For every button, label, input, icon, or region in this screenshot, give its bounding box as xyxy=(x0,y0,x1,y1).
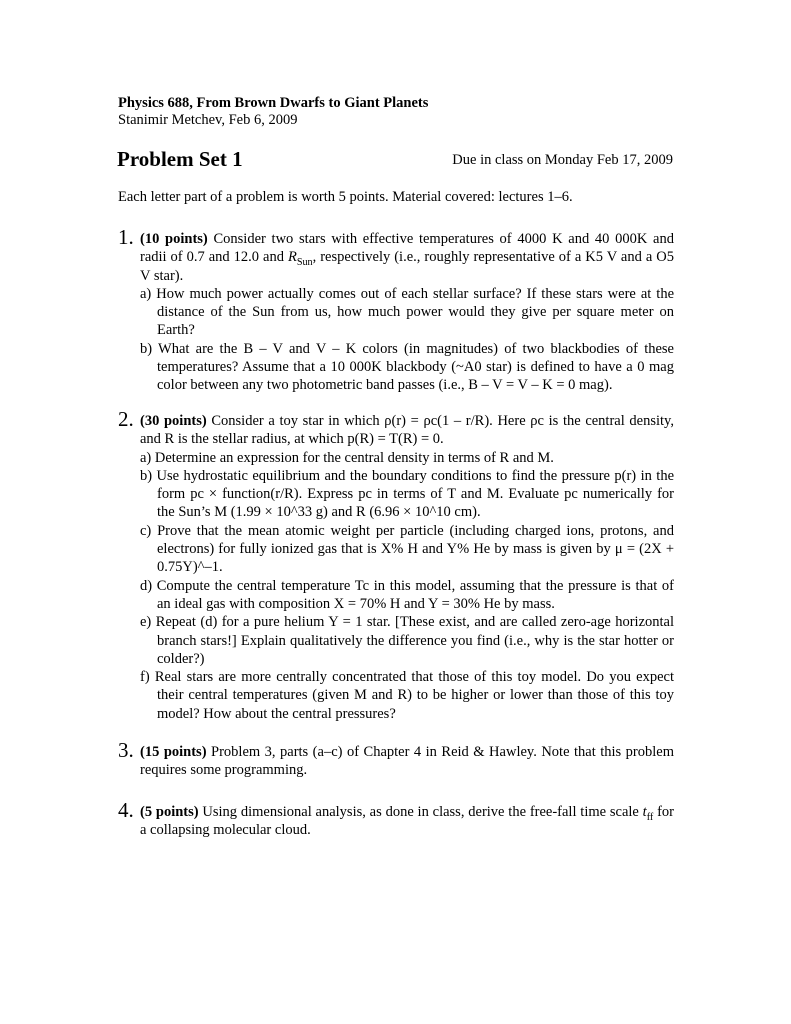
problem-3 xyxy=(118,738,674,780)
problem-part: a) How much power actually comes out of each stellar surface? If these stars were at the distance of the Sun from us, how much power would they give per square meter on Earth? xyxy=(140,285,674,339)
problem-points: (30 points) xyxy=(140,413,207,429)
problem-part: b) Use hydrostatic equilibrium and the boundary conditions to find the pressure p(r) in the form pc × function(r/R). Express pc in terms of T and M. Evaluate pc numerically for the Sun’s M (1.99 × 10^33 g) and R (6.96 × 10^10 cm). xyxy=(140,467,674,521)
statement-symbol: R xyxy=(287,249,297,266)
problem-part: d) Compute the central temperature Tc in this model, assuming that the pressure is that of an ideal gas with composition X = 70% H and Y = 30% He by mass. xyxy=(140,577,674,612)
problem-1 xyxy=(118,225,674,395)
problem-part: a) Determine an expression for the central density in terms of R and M. xyxy=(140,449,554,466)
statement-symbol: t xyxy=(642,804,647,820)
problem-part: c) Prove that the mean atomic weight per particle (including charged ions, protons, and electrons) for fully ionized gas that is X% H and Y% He by mass is given by μ = (2X + 0.75Y)^–1. xyxy=(140,522,674,576)
problem-4 xyxy=(118,798,674,840)
problem-statement xyxy=(140,230,674,285)
statement-text: Problem 3, parts (a–c) of Chapter 4 in Reid & Hawley. Note that this problem requires some programming. xyxy=(140,744,674,779)
statement-text: Consider two stars with effective temperatures of 4000 K and 40 000K and radii of 0.7 and 12.0 and xyxy=(140,231,674,266)
problem-points: (15 points) xyxy=(140,744,207,760)
statement-text: for a collapsing molecular cloud. xyxy=(140,804,674,839)
problem-parts xyxy=(140,285,674,395)
problem-2 xyxy=(118,407,674,723)
problem-number: 4. xyxy=(118,798,134,822)
problem-number: 3. xyxy=(118,738,134,762)
problem-part: f) Real stars are more centrally concentrated that those of this toy model. Do you expect their central temperatures (given M and R) to be higher or lower than those of this toy model? How about the central pressures? xyxy=(140,669,674,722)
statement-subscript: Sun xyxy=(296,257,313,269)
page-title: Problem Set 1 xyxy=(117,147,243,171)
problem-points: (10 points) xyxy=(140,231,208,247)
statement-subscript: ff xyxy=(646,811,654,823)
problem-points: (5 points) xyxy=(140,804,199,820)
due-date: Due in class on Monday Feb 17, 2009 xyxy=(452,152,673,168)
problem-statement xyxy=(140,803,674,840)
problem-part: b) What are the B – V and V – K colors (in magnitudes) of two blackbodies of these temperatures? Assume that a 10 000K blackbody (~A0 star) is defined to have a 0 mag color between any two photometric band passes (i.e., B – V = V – K = 0 mag). xyxy=(140,340,674,394)
problem-parts xyxy=(140,449,674,723)
course-title: Physics 688, From Brown Dwarfs to Giant Planets xyxy=(118,95,429,111)
problem-number: 2. xyxy=(118,407,134,431)
problem-part: e) Repeat (d) for a pure helium Y = 1 star. [These exist, and are called zero-age horizontal branch stars!] Explain qualitatively the difference you find (i.e., why is the star hotter or colder?) xyxy=(140,614,674,667)
statement-text: , respectively (i.e., roughly representative of a K5 V and a O5 V star). xyxy=(140,249,674,284)
problem-statement xyxy=(140,412,674,449)
problem-number: 1. xyxy=(118,225,134,249)
problem-statement xyxy=(140,743,674,780)
statement-text: Consider a toy star in which ρ(r) = ρc(1 – r/R). Here ρc is the central density, and R is the stellar radius, at which p(R) = T(R) = 0. xyxy=(140,413,674,448)
author-date: Stanimir Metchev, Feb 6, 2009 xyxy=(118,112,298,128)
statement-text: Using dimensional analysis, as done in class, derive the free-fall time scale xyxy=(198,804,643,820)
intro-text: Each letter part of a problem is worth 5 points. Material covered: lectures 1–6. xyxy=(118,189,573,205)
